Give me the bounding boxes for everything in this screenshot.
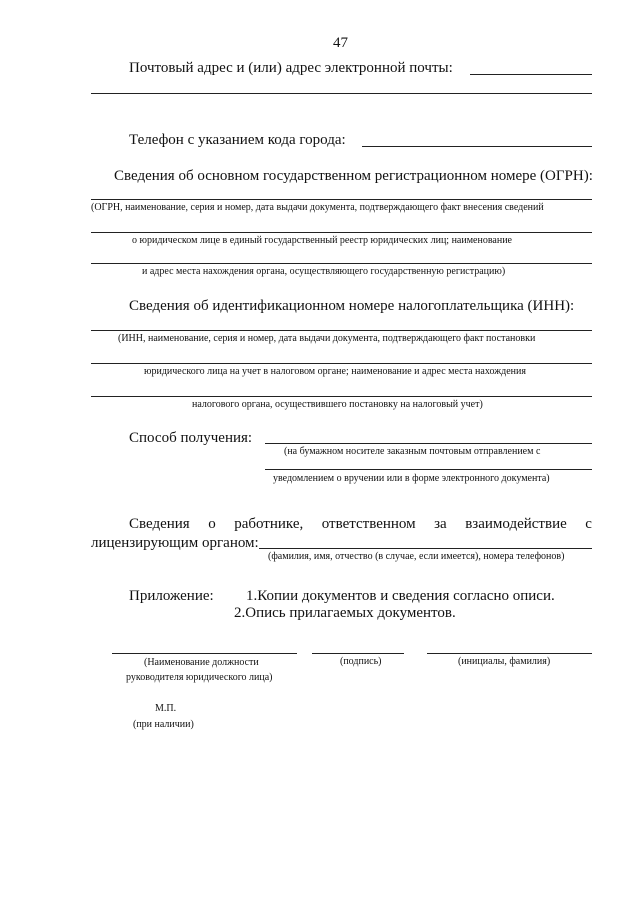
receipt-method-line-2 xyxy=(265,469,592,470)
employee-word: о xyxy=(208,516,216,532)
receipt-method-label: Способ получения: xyxy=(129,430,253,446)
ogrn-hint-2: о юридическом лице в единый государственный реестр юридических лиц; наименование xyxy=(132,235,512,246)
position-label-1: (Наименование должности xyxy=(144,657,259,668)
inn-hint-2: юридического лица на учет в налоговом органе; наименование и адрес места нахождения xyxy=(144,366,526,377)
ogrn-line-2 xyxy=(91,232,592,233)
ogrn-heading: Сведения об основном государственном регистрационном номере (ОГРН): xyxy=(114,168,593,184)
ogrn-line-1 xyxy=(91,199,592,200)
signature-label: (подпись) xyxy=(340,656,382,667)
stamp-if-any: (при наличии) xyxy=(133,719,194,730)
employee-heading-line-2: лицензирующим органом: xyxy=(91,535,259,551)
name-signature-line xyxy=(427,653,592,654)
phone-field-line xyxy=(362,146,592,147)
employee-word: работнике, xyxy=(234,516,304,532)
inn-heading: Сведения об идентификационном номере налогоплательщика (ИНН): xyxy=(129,298,575,314)
postal-address-field-line xyxy=(470,74,592,75)
receipt-method-line-1 xyxy=(265,443,592,444)
signature-line xyxy=(312,653,404,654)
stamp-mp: М.П. xyxy=(155,703,177,714)
employee-heading xyxy=(129,517,592,532)
phone-label: Телефон с указанием кода города: xyxy=(129,132,346,148)
employee-field-line xyxy=(259,548,592,549)
inn-line-2 xyxy=(91,363,592,364)
ogrn-line-3 xyxy=(91,263,592,264)
ogrn-hint-1: (ОГРН, наименование, серия и номер, дата выдачи документа, подтверждающего факт внесения сведений xyxy=(91,202,544,213)
postal-address-continuation-line xyxy=(91,93,592,94)
attachment-item-2: 2.Опись прилагаемых документов. xyxy=(234,605,456,621)
position-label-2: руководителя юридического лица) xyxy=(126,672,273,683)
position-signature-line xyxy=(112,653,297,654)
inn-hint-1: (ИНН, наименование, серия и номер, дата выдачи документа, подтверждающего факт постановки xyxy=(118,333,536,344)
employee-word: взаимодействие xyxy=(465,516,567,532)
inn-line-1 xyxy=(91,330,592,331)
ogrn-hint-3: и адрес места нахождения органа, осуществляющего государственную регистрацию) xyxy=(142,266,506,277)
postal-address-label: Почтовый адрес и (или) адрес электронной почты: xyxy=(129,60,453,76)
receipt-method-hint-2: уведомлением о вручении или в форме электронного документа) xyxy=(273,473,550,484)
attachment-item-1: 1.Копии документов и сведения согласно описи. xyxy=(246,588,555,604)
employee-word: Сведения xyxy=(129,516,190,532)
employee-word: за xyxy=(434,516,447,532)
name-label: (инициалы, фамилия) xyxy=(458,656,551,667)
attachment-label: Приложение: xyxy=(129,588,214,604)
employee-word: ответственном xyxy=(321,516,416,532)
inn-line-3 xyxy=(91,396,592,397)
employee-word: с xyxy=(585,516,592,532)
receipt-method-hint-1: (на бумажном носителе заказным почтовым отправлением с xyxy=(284,446,541,457)
inn-hint-3: налогового органа, осуществившего постановку на налоговый учет) xyxy=(192,399,483,410)
page-number: 47 xyxy=(333,35,348,51)
employee-hint: (фамилия, имя, отчество (в случае, если имеется), номера телефонов) xyxy=(268,551,565,562)
